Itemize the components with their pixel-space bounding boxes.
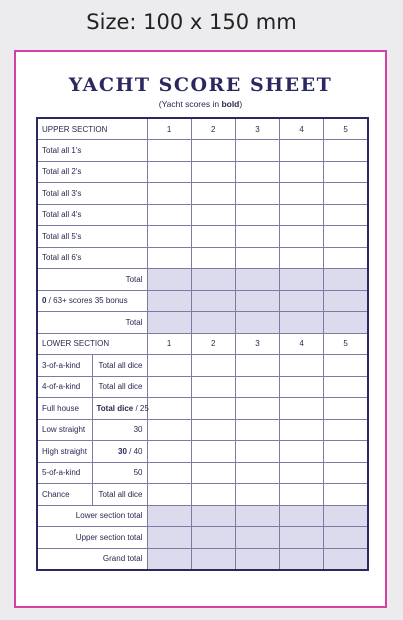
upper-total2-row — [37, 312, 368, 334]
row-note-bold: 30 — [118, 446, 127, 456]
table-row — [37, 161, 368, 183]
lower-row-3-score-cell-2[interactable] — [191, 398, 235, 420]
table-row — [37, 398, 368, 420]
upper-row-3-score-cell-4[interactable] — [280, 183, 324, 205]
upper-row-4-score-cell-5[interactable] — [324, 204, 368, 226]
upper-row-2-score-cell-2[interactable] — [191, 161, 235, 183]
upper-section-header — [37, 118, 368, 140]
column-number-4: 4 — [280, 118, 324, 140]
upper-row-5-score-cell-2[interactable] — [191, 226, 235, 248]
column-number-3: 3 — [235, 118, 279, 140]
lower-row-2-score-cell-4[interactable] — [280, 376, 324, 398]
upper-row-2-score-cell-4[interactable] — [280, 161, 324, 183]
row-label: Total all 3's — [37, 183, 147, 205]
upper-row-5-score-cell-3[interactable] — [235, 226, 279, 248]
score-sheet — [14, 50, 387, 608]
lower-row-6-score-cell-4[interactable] — [280, 462, 324, 484]
bonus-label — [37, 290, 147, 312]
sheet-title: YACHT SCORE SHEET — [68, 74, 333, 96]
lower-total-1-score-cell-5[interactable] — [324, 505, 368, 527]
upper-row-1-score-cell-5[interactable] — [324, 140, 368, 162]
lower-total-3-score-cell-1[interactable] — [147, 548, 191, 570]
row-note-text: Total all dice — [98, 489, 143, 499]
lower-total-2-score-cell-3[interactable] — [235, 527, 279, 549]
row-label: 3-of-a-kind — [37, 355, 92, 377]
upper-total2-score-cell-4[interactable] — [280, 312, 324, 334]
row-label: Total all 1's — [37, 140, 147, 162]
row-label: High straight — [37, 441, 92, 463]
bonus-score-cell-4[interactable] — [280, 290, 324, 312]
upper-row-3-score-cell-2[interactable] — [191, 183, 235, 205]
table-row — [37, 484, 368, 506]
upper-total-score-cell-2[interactable] — [191, 269, 235, 291]
row-note-text: Total all dice — [98, 360, 143, 370]
lower-row-2-score-cell-1[interactable] — [147, 376, 191, 398]
upper-total-label: Total — [37, 269, 147, 291]
lower-row-4-score-cell-2[interactable] — [191, 419, 235, 441]
column-number-5: 5 — [324, 118, 368, 140]
upper-total-score-cell-4[interactable] — [280, 269, 324, 291]
lower-row-5-score-cell-1[interactable] — [147, 441, 191, 463]
table-row — [37, 419, 368, 441]
lower-total-row — [37, 548, 368, 570]
table-row — [37, 204, 368, 226]
lower-row-3-score-cell-4[interactable] — [280, 398, 324, 420]
upper-total-score-cell-1[interactable] — [147, 269, 191, 291]
upper-row-6-score-cell-1[interactable] — [147, 247, 191, 269]
upper-row-1-score-cell-1[interactable] — [147, 140, 191, 162]
lower-total-2-score-cell-5[interactable] — [324, 527, 368, 549]
lower-row-4-score-cell-4[interactable] — [280, 419, 324, 441]
row-note-text: Total all dice — [98, 382, 143, 392]
upper-row-6-score-cell-5[interactable] — [324, 247, 368, 269]
lower-total-3-score-cell-5[interactable] — [324, 548, 368, 570]
bonus-row — [37, 290, 368, 312]
table-row — [37, 376, 368, 398]
row-note — [92, 441, 147, 463]
row-label: Total all 4's — [37, 204, 147, 226]
lower-total-1-score-cell-1[interactable] — [147, 505, 191, 527]
bonus-score-cell-3[interactable] — [235, 290, 279, 312]
row-label: Chance — [37, 484, 92, 506]
table-row — [37, 140, 368, 162]
upper-row-6-score-cell-3[interactable] — [235, 247, 279, 269]
row-label: Total all 2's — [37, 161, 147, 183]
score-table — [36, 117, 369, 571]
lower-total-row — [37, 527, 368, 549]
row-note-bold: Total dice — [96, 403, 134, 413]
lower-total-1-score-cell-4[interactable] — [280, 505, 324, 527]
column-number-1: 1 — [147, 333, 191, 355]
upper-row-4-score-cell-1[interactable] — [147, 204, 191, 226]
lower-row-7-score-cell-3[interactable] — [235, 484, 279, 506]
lower-row-1-score-cell-5[interactable] — [324, 355, 368, 377]
row-label: Total all 6's — [37, 247, 147, 269]
upper-row-3-score-cell-5[interactable] — [324, 183, 368, 205]
row-note-text: 30 — [133, 425, 143, 435]
row-note — [92, 419, 147, 441]
upper-total2-score-cell-1[interactable] — [147, 312, 191, 334]
upper-row-1-score-cell-4[interactable] — [280, 140, 324, 162]
upper-total2-score-cell-3[interactable] — [235, 312, 279, 334]
lower-total-label: Upper section total — [37, 527, 147, 549]
upper-total-score-cell-5[interactable] — [324, 269, 368, 291]
table-row — [37, 441, 368, 463]
upper-total2-score-cell-5[interactable] — [324, 312, 368, 334]
sheet-subtitle — [16, 99, 385, 109]
upper-row-4-score-cell-4[interactable] — [280, 204, 324, 226]
lower-row-2-score-cell-2[interactable] — [191, 376, 235, 398]
row-note — [92, 398, 147, 420]
lower-row-7-score-cell-5[interactable] — [324, 484, 368, 506]
lower-total-3-score-cell-3[interactable] — [235, 548, 279, 570]
upper-row-4-score-cell-2[interactable] — [191, 204, 235, 226]
row-label: 4-of-a-kind — [37, 376, 92, 398]
column-number-4: 4 — [280, 333, 324, 355]
upper-row-5-score-cell-4[interactable] — [280, 226, 324, 248]
subtitle-text-bold: bold — [221, 99, 240, 109]
lower-row-4-score-cell-1[interactable] — [147, 419, 191, 441]
upper-row-3-score-cell-1[interactable] — [147, 183, 191, 205]
lower-total-label: Lower section total — [37, 505, 147, 527]
lower-row-5-score-cell-5[interactable] — [324, 441, 368, 463]
column-number-5: 5 — [324, 333, 368, 355]
lower-row-3-score-cell-1[interactable] — [147, 398, 191, 420]
lower-row-6-score-cell-1[interactable] — [147, 462, 191, 484]
upper-row-2-score-cell-3[interactable] — [235, 161, 279, 183]
table-row — [37, 462, 368, 484]
upper-row-1-score-cell-3[interactable] — [235, 140, 279, 162]
row-note — [92, 462, 147, 484]
table-row — [37, 183, 368, 205]
upper-row-2-score-cell-5[interactable] — [324, 161, 368, 183]
bonus-score-cell-1[interactable] — [147, 290, 191, 312]
upper-row-6-score-cell-2[interactable] — [191, 247, 235, 269]
row-label: 5-of-a-kind — [37, 462, 92, 484]
lower-row-1-score-cell-2[interactable] — [191, 355, 235, 377]
lower-row-5-score-cell-3[interactable] — [235, 441, 279, 463]
lower-row-2-score-cell-3[interactable] — [235, 376, 279, 398]
upper-row-5-score-cell-1[interactable] — [147, 226, 191, 248]
upper-row-6-score-cell-4[interactable] — [280, 247, 324, 269]
lower-row-4-score-cell-5[interactable] — [324, 419, 368, 441]
upper-row-5-score-cell-5[interactable] — [324, 226, 368, 248]
lower-row-7-score-cell-4[interactable] — [280, 484, 324, 506]
subtitle-text-post: ) — [239, 99, 243, 109]
lower-row-6-score-cell-3[interactable] — [235, 462, 279, 484]
row-note-text: 50 — [133, 468, 143, 478]
subtitle-text-pre: (Yacht scores in — [158, 99, 222, 109]
bonus-score-cell-2[interactable] — [191, 290, 235, 312]
lower-row-6-score-cell-5[interactable] — [324, 462, 368, 484]
upper-row-4-score-cell-3[interactable] — [235, 204, 279, 226]
upper-row-3-score-cell-3[interactable] — [235, 183, 279, 205]
lower-row-6-score-cell-2[interactable] — [191, 462, 235, 484]
row-note — [92, 355, 147, 377]
lower-row-1-score-cell-4[interactable] — [280, 355, 324, 377]
bonus-score-cell-5[interactable] — [324, 290, 368, 312]
upper-total2-label: Total — [37, 312, 147, 334]
lower-section-header-label: LOWER SECTION — [37, 333, 147, 355]
column-number-2: 2 — [191, 333, 235, 355]
row-note — [92, 376, 147, 398]
row-label: Low straight — [37, 419, 92, 441]
size-label: Size: 100 x 150 mm — [86, 10, 297, 34]
bonus-value: 0 — [42, 296, 47, 306]
lower-total-2-score-cell-4[interactable] — [280, 527, 324, 549]
lower-row-3-score-cell-5[interactable] — [324, 398, 368, 420]
lower-row-3-score-cell-3[interactable] — [235, 398, 279, 420]
lower-total-1-score-cell-3[interactable] — [235, 505, 279, 527]
lower-section-header — [37, 333, 368, 355]
row-note-text: / 40 — [126, 446, 143, 456]
column-number-1: 1 — [147, 118, 191, 140]
lower-total-1-score-cell-2[interactable] — [191, 505, 235, 527]
lower-row-2-score-cell-5[interactable] — [324, 376, 368, 398]
lower-row-1-score-cell-3[interactable] — [235, 355, 279, 377]
lower-total-3-score-cell-2[interactable] — [191, 548, 235, 570]
lower-row-1-score-cell-1[interactable] — [147, 355, 191, 377]
upper-row-2-score-cell-1[interactable] — [147, 161, 191, 183]
lower-row-4-score-cell-3[interactable] — [235, 419, 279, 441]
table-row — [37, 355, 368, 377]
lower-row-5-score-cell-4[interactable] — [280, 441, 324, 463]
column-number-2: 2 — [191, 118, 235, 140]
row-label: Total all 5's — [37, 226, 147, 248]
lower-row-5-score-cell-2[interactable] — [191, 441, 235, 463]
lower-total-row — [37, 505, 368, 527]
bonus-text: / 63+ scores 35 bonus — [46, 296, 128, 306]
lower-row-7-score-cell-1[interactable] — [147, 484, 191, 506]
lower-total-2-score-cell-2[interactable] — [191, 527, 235, 549]
column-number-3: 3 — [235, 333, 279, 355]
upper-section-header-label: UPPER SECTION — [37, 118, 147, 140]
upper-row-1-score-cell-2[interactable] — [191, 140, 235, 162]
upper-total2-score-cell-2[interactable] — [191, 312, 235, 334]
row-label: Full house — [37, 398, 92, 420]
lower-total-2-score-cell-1[interactable] — [147, 527, 191, 549]
lower-total-3-score-cell-4[interactable] — [280, 548, 324, 570]
upper-total-row — [37, 269, 368, 291]
lower-row-7-score-cell-2[interactable] — [191, 484, 235, 506]
table-row — [37, 226, 368, 248]
upper-total-score-cell-3[interactable] — [235, 269, 279, 291]
table-row — [37, 247, 368, 269]
lower-total-label: Grand total — [37, 548, 147, 570]
row-note — [92, 484, 147, 506]
row-note-text: / 25 — [133, 403, 149, 413]
